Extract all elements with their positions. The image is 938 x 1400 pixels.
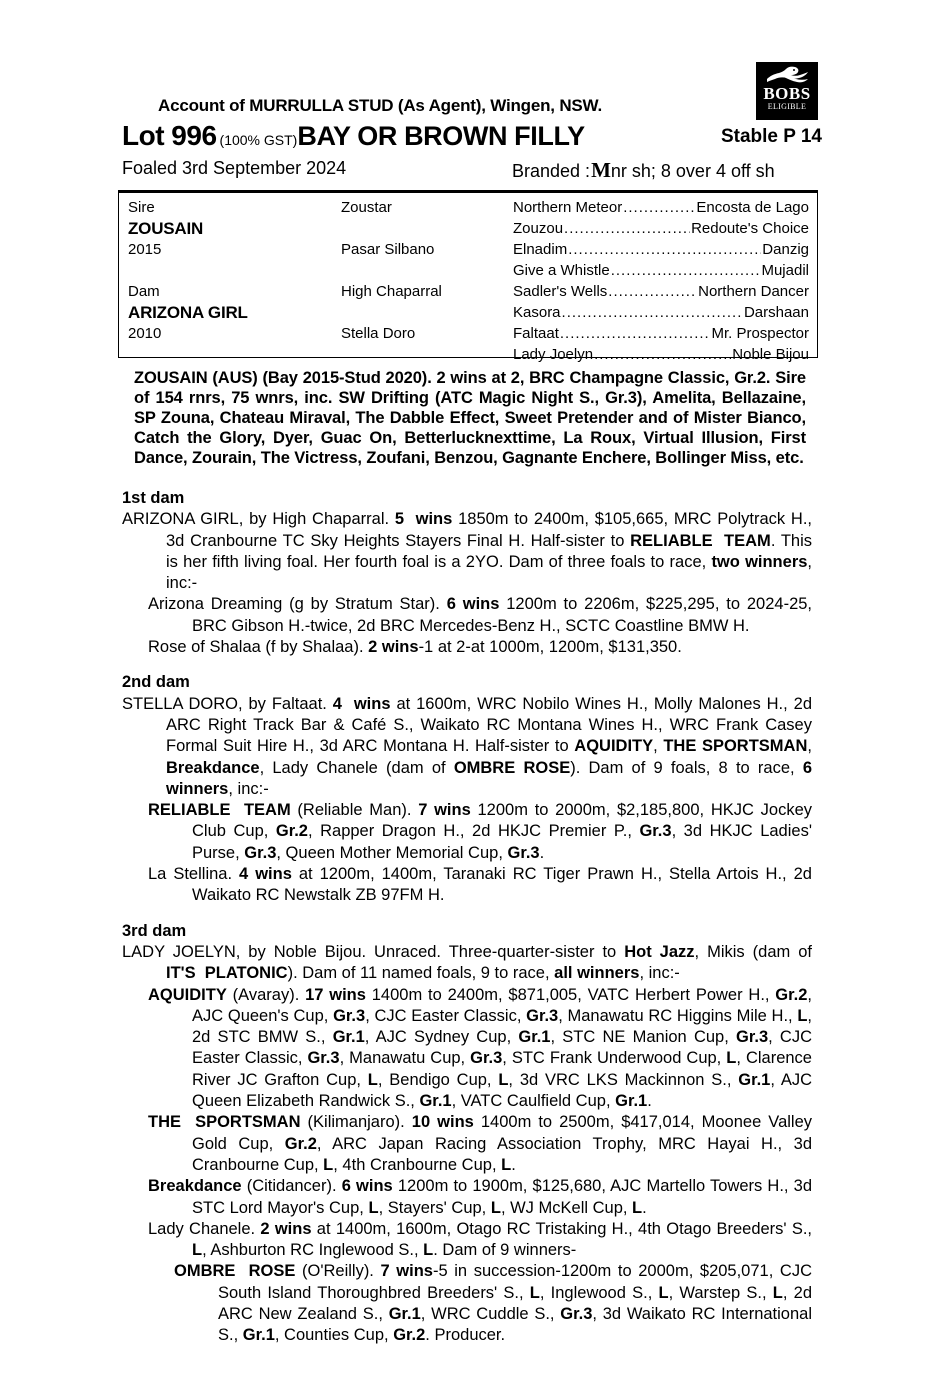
brand-symbol-icon: M <box>591 158 610 182</box>
sire-sire: Zoustar <box>341 199 392 216</box>
pedigree-col-great-grandparents <box>513 197 809 365</box>
stable-number: Stable P 14 <box>720 126 822 147</box>
account-line: Account of MURRULLA STUD (As Agent), Wingen, NSW. <box>158 96 602 115</box>
dam-generation-heading: 2nd dam <box>122 673 190 692</box>
great-grandparent-right: Redoute's Choice <box>691 220 809 237</box>
pedigree-leader-row <box>513 344 809 365</box>
great-grandparent-right: Encosta de Lago <box>696 199 809 216</box>
spacer-row <box>341 218 521 239</box>
great-grandparent-left: Sadler's Wells <box>513 283 608 300</box>
pedigree-leader-row <box>513 218 809 239</box>
pedigree-leader-row <box>513 260 809 281</box>
dam-dam: Stella Doro <box>341 325 416 342</box>
bobs-logo-word: BOBS <box>763 84 811 103</box>
great-grandparent-left: Kasora <box>513 304 561 321</box>
dam-name: ARIZONA GIRL <box>128 303 248 322</box>
great-grandparent-right: Darshaan <box>743 304 809 321</box>
spacer-row <box>341 260 521 281</box>
spacer-row <box>341 302 521 323</box>
great-grandparent-right: Noble Bijou <box>732 346 809 363</box>
dam-year: 2010 <box>128 325 162 342</box>
leader-dots <box>568 239 761 260</box>
leader-dots <box>564 218 690 239</box>
pedigree-entry: OMBRE ROSE (O'Reilly). 7 wins-5 in succession-1200m to 2000m, $205,071, CJC South Island Thoroughbred Breeders' S., L, Inglewood S., L, Warstep S., L, 2d ARC New Zealand S., Gr.1, WRC Cuddle S., Gr.3, 3d Waikato RC International S., Gr.1, Counties Cup, Gr.2. Producer. <box>174 1262 812 1345</box>
colour-and-sex: BAY OR BROWN FILLY <box>297 121 585 151</box>
pedigree-col-parents <box>128 197 258 344</box>
sire-name: ZOUSAIN <box>128 219 204 238</box>
spacer-row <box>128 260 258 281</box>
pedigree-entry: Rose of Shalaa (f by Shalaa). 2 wins-1 at 2-at 1000m, 1200m, $131,350. <box>148 638 682 657</box>
great-grandparent-left: Give a Whistle <box>513 262 610 279</box>
branded-label: Branded : <box>512 161 591 181</box>
great-grandparent-right: Mr. Prospector <box>711 325 809 342</box>
pedigree-entry: LADY JOELYN, by Noble Bijou. Unraced. Three-quarter-sister to Hot Jazz, Mikis (dam of IT'S PLATONIC). Dam of 11 named foals, 9 to race, all winners, inc:- <box>122 942 812 983</box>
great-grandparent-right: Northern Dancer <box>698 283 809 300</box>
pedigree-leader-row <box>513 281 809 302</box>
lot-number: Lot 996 <box>122 120 217 151</box>
great-grandparent-right: Danzig <box>762 241 809 258</box>
great-grandparent-left: Northern Meteor <box>513 199 623 216</box>
leader-dots <box>608 281 697 302</box>
pedigree-entry: RELIABLE TEAM (Reliable Man). 7 wins 1200m to 2000m, $2,185,800, HKJC Jockey Club Cup, Gr.2, Rapper Dragon H., 2d HKJC Premier P., Gr.3, 3d HKJC Ladies' Purse, Gr.3, Queen Mother Memorial Cup, Gr.3. <box>148 801 813 862</box>
pedigree-leader-row <box>513 239 809 260</box>
leader-dots <box>623 197 695 218</box>
pedigree-entry: ARIZONA GIRL, by High Chaparral. 5 wins 1850m to 2400m, $105,665, MRC Polytrack H., 3d Cranbourne TC Sky Heights Stayers Final H. Half-sister to RELIABLE TEAM. This is her fifth living foal. Her fourth foal is a 2YO. Dam of three foals to race, two winners, inc:- <box>122 510 813 593</box>
gst-note: (100% GST) <box>219 132 298 148</box>
dam-sire: High Chaparral <box>341 283 442 300</box>
branded-detail: nr sh; 8 over 4 off sh <box>610 161 775 181</box>
horse-head-icon <box>764 65 810 85</box>
leader-dots <box>562 302 743 323</box>
sire-summary-paragraph: ZOUSAIN (AUS) (Bay 2015-Stud 2020). 2 wins at 2, BRC Champagne Classic, Gr.2. Sire of 154 rnrs, 75 wnrs, inc. SW Drifting (ATC Magic Night S., Gr.3), Amelita, Bellazaine, SP Zouna, Chateau Miraval, The Dabble Effect, Sweet Pretender and of Mister Bianco, Catch the Glory, Dyer, Guac On, Betterlucknexttime, La Roux, Virtual Illusion, First Dance, Zourain, The Victress, Zoufani, Benzou, Gagnante Enchere, Bollinger Miss, etc. <box>134 369 806 467</box>
pedigree-col-grandparents <box>341 197 521 344</box>
great-grandparent-right: Mujadil <box>761 262 809 279</box>
bobs-eligible-logo <box>756 62 818 120</box>
leader-dots <box>611 260 761 281</box>
pedigree-entry: Lady Chanele. 2 wins at 1400m, 1600m, Otago RC Tristaking H., 4th Otago Breeders' S., L, Ashburton RC Inglewood S., L. Dam of 9 winners- <box>148 1219 813 1260</box>
dam-generation-heading: 1st dam <box>122 489 185 507</box>
leader-dots <box>594 344 731 365</box>
pedigree-leader-row <box>513 197 809 218</box>
pedigree-entry: AQUIDITY (Avaray). 17 wins 1400m to 2400m, $871,005, VATC Herbert Power H., Gr.2, AJC Queen's Cup, Gr.3, CJC Easter Classic, Gr.3, Manawatu RC Higgins Mile H., L, 2d STC BMW S., Gr.1, AJC Sydney Cup, Gr.1, STC NE Manion Cup, Gr.3, CJC Easter Classic, Gr.3, Manawatu Cup, Gr.3, STC Frank Underwood Cup, L, Clarence River JC Grafton Cup, L, Bendigo Cup, L, 3d VRC LKS Mackinnon S., Gr.1, AJC Queen Elizabeth Randwick S., Gr.1, VATC Caulfield Cup, Gr.1. <box>148 985 813 1111</box>
lot-title-row <box>122 120 822 154</box>
pedigree-entry: STELLA DORO, by Faltaat. 4 wins at 1600m, WRC Nobilo Wines H., Molly Malones H., 2d ARC Right Track Bar & Café S., Waikato RC Montana Wines H., WRC Frank Casey Formal Suit Hire H., 3d ARC Montana H. Half-sister to AQUIDITY, THE SPORTSMAN, Breakdance, Lady Chanele (dam of OMBRE ROSE). Dam of 9 foals, 8 to race, 6 winners, inc:- <box>122 694 812 798</box>
foaled-row <box>122 158 822 182</box>
pedigree-table <box>118 190 818 363</box>
foaled-date: Foaled 3rd September 2024 <box>122 158 347 178</box>
pedigree-entry: Arizona Dreaming (g by Stratum Star). 6 wins 1200m to 2206m, $225,295, to 2024-25, BRC Gibson H.-twice, 2d BRC Mercedes-Benz H., SCTC Coastline BMW H. <box>148 595 813 635</box>
great-grandparent-left: Zouzou <box>513 220 564 237</box>
dam-generation-heading: 3rd dam <box>122 921 187 940</box>
pedigree-entry: THE SPORTSMAN (Kilimanjaro). 10 wins 1400m to 2500m, $417,014, Moonee Valley Gold Cup, Gr.2, ARC Japan Racing Association Trophy, MRC Hayai H., 3d Cranbourne Cup, L, 4th Cranbourne Cup, L. <box>148 1113 813 1174</box>
branded-info <box>512 158 775 183</box>
sire-year: 2015 <box>128 241 162 258</box>
pedigree-leader-row <box>513 302 809 323</box>
sire-label: Sire <box>128 199 155 216</box>
pedigree-entry: La Stellina. 4 wins at 1200m, 1400m, Taranaki RC Tiger Prawn H., Stella Artois H., 2d Waikato RC Newstalk ZB 97FM H. <box>148 865 812 905</box>
pedigree-entry: Breakdance (Citidancer). 6 wins 1200m to 1900m, $125,680, AJC Martello Towers H., 3d STC Lord Mayor's Cup, L, Stayers' Cup, L, WJ McKell Cup, L. <box>148 1177 813 1217</box>
leader-dots <box>560 323 711 344</box>
dam-label: Dam <box>128 283 160 300</box>
pedigree-body <box>122 488 812 1347</box>
sire-dam: Pasar Silbano <box>341 241 435 258</box>
great-grandparent-left: Faltaat <box>513 325 559 342</box>
great-grandparent-left: Elnadim <box>513 241 568 258</box>
bobs-logo-subtitle: ELIGIBLE <box>767 102 807 111</box>
pedigree-leader-row <box>513 323 809 344</box>
great-grandparent-left: Lady Joelyn <box>513 346 594 363</box>
